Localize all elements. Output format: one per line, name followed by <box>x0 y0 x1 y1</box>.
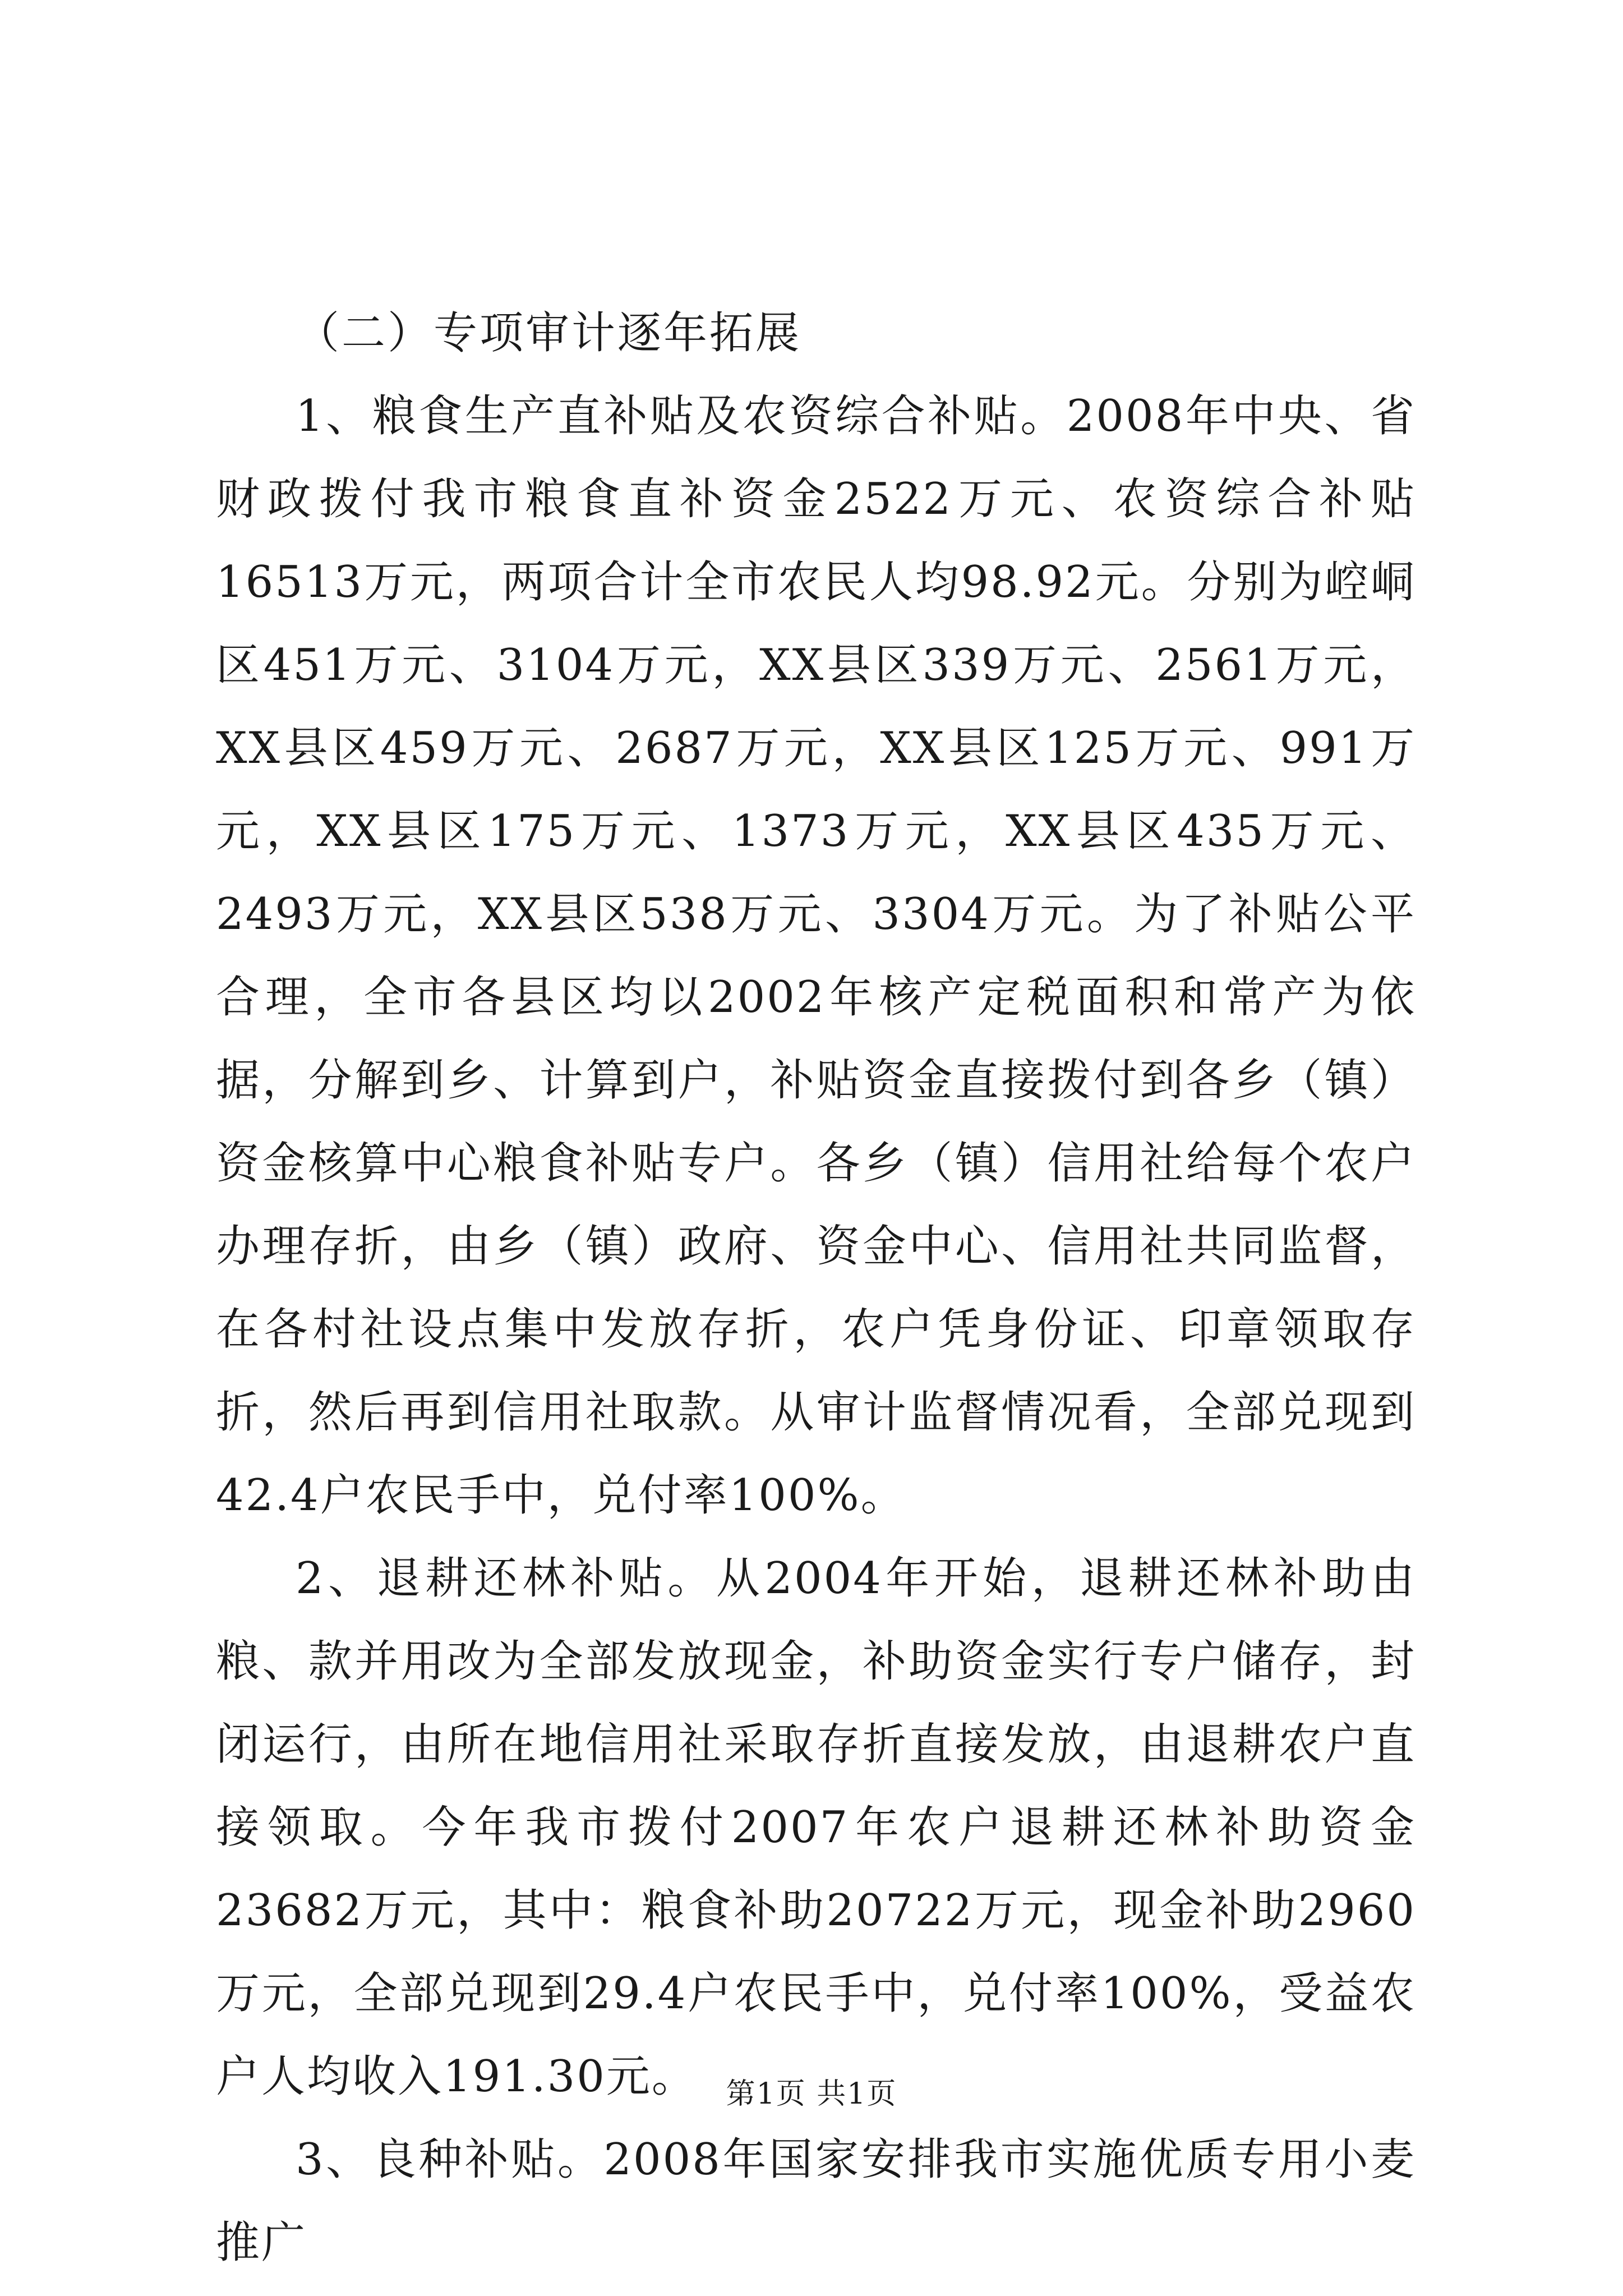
page-footer: 第1页 共1页 <box>726 2077 897 2111</box>
paragraph-seed-subsidy: 3、良种补贴。2008年国家安排我市实施优质专用小麦推广 <box>216 2134 1416 2268</box>
section-heading: （二）专项审计逐年拓展 <box>296 308 802 358</box>
document-body <box>216 292 1416 2284</box>
paragraph-grain-subsidy: 1、粮食生产直补贴及农资综合补贴。2008年中央、省财政拨付我市粮食直补资金2522万元、农资综合补贴16513万元，两项合计全市农民人均98.92元。分别为崆峒区451万元、3104万元，XX县区339万元、2561万元，XX县区459万元、2687万元，XX县区125万元、991万元，XX县区175万元、1373万元，XX县区435万元、2493万元，XX县区538万元、3304万元。为了补贴公平合理，全市各县区均以2002年核产定税面积和常产为依据，分解到乡、计算到户，补贴资金直接拨付到各乡（镇）资金核算中心粮食补贴专户。各乡（镇）信用社给每个农户办理存折，由乡（镇）政府、资金中心、信用社共同监督，在各村社设点集中发放存折，农户凭身份证、印章领取存折，然后再到信用社取款。从审计监督情况看，全部兑现到42.4户农民手中，兑付率100%。 <box>216 391 1416 1521</box>
paragraph-reforestation-subsidy: 2、退耕还林补贴。从2004年开始，退耕还林补助由粮、款并用改为全部发放现金，补助资金实行专户储存，封闭运行，由所在地信用社采取存折直接发放，由退耕农户直接领取。今年我市拨付2007年农户退耕还林补助资金23682万元，其中：粮食补助20722万元，现金补助2960万元，全部兑现到29.4户农民手中，兑付率100%，受益农户人均收入191.30元。 <box>216 1553 1416 2102</box>
